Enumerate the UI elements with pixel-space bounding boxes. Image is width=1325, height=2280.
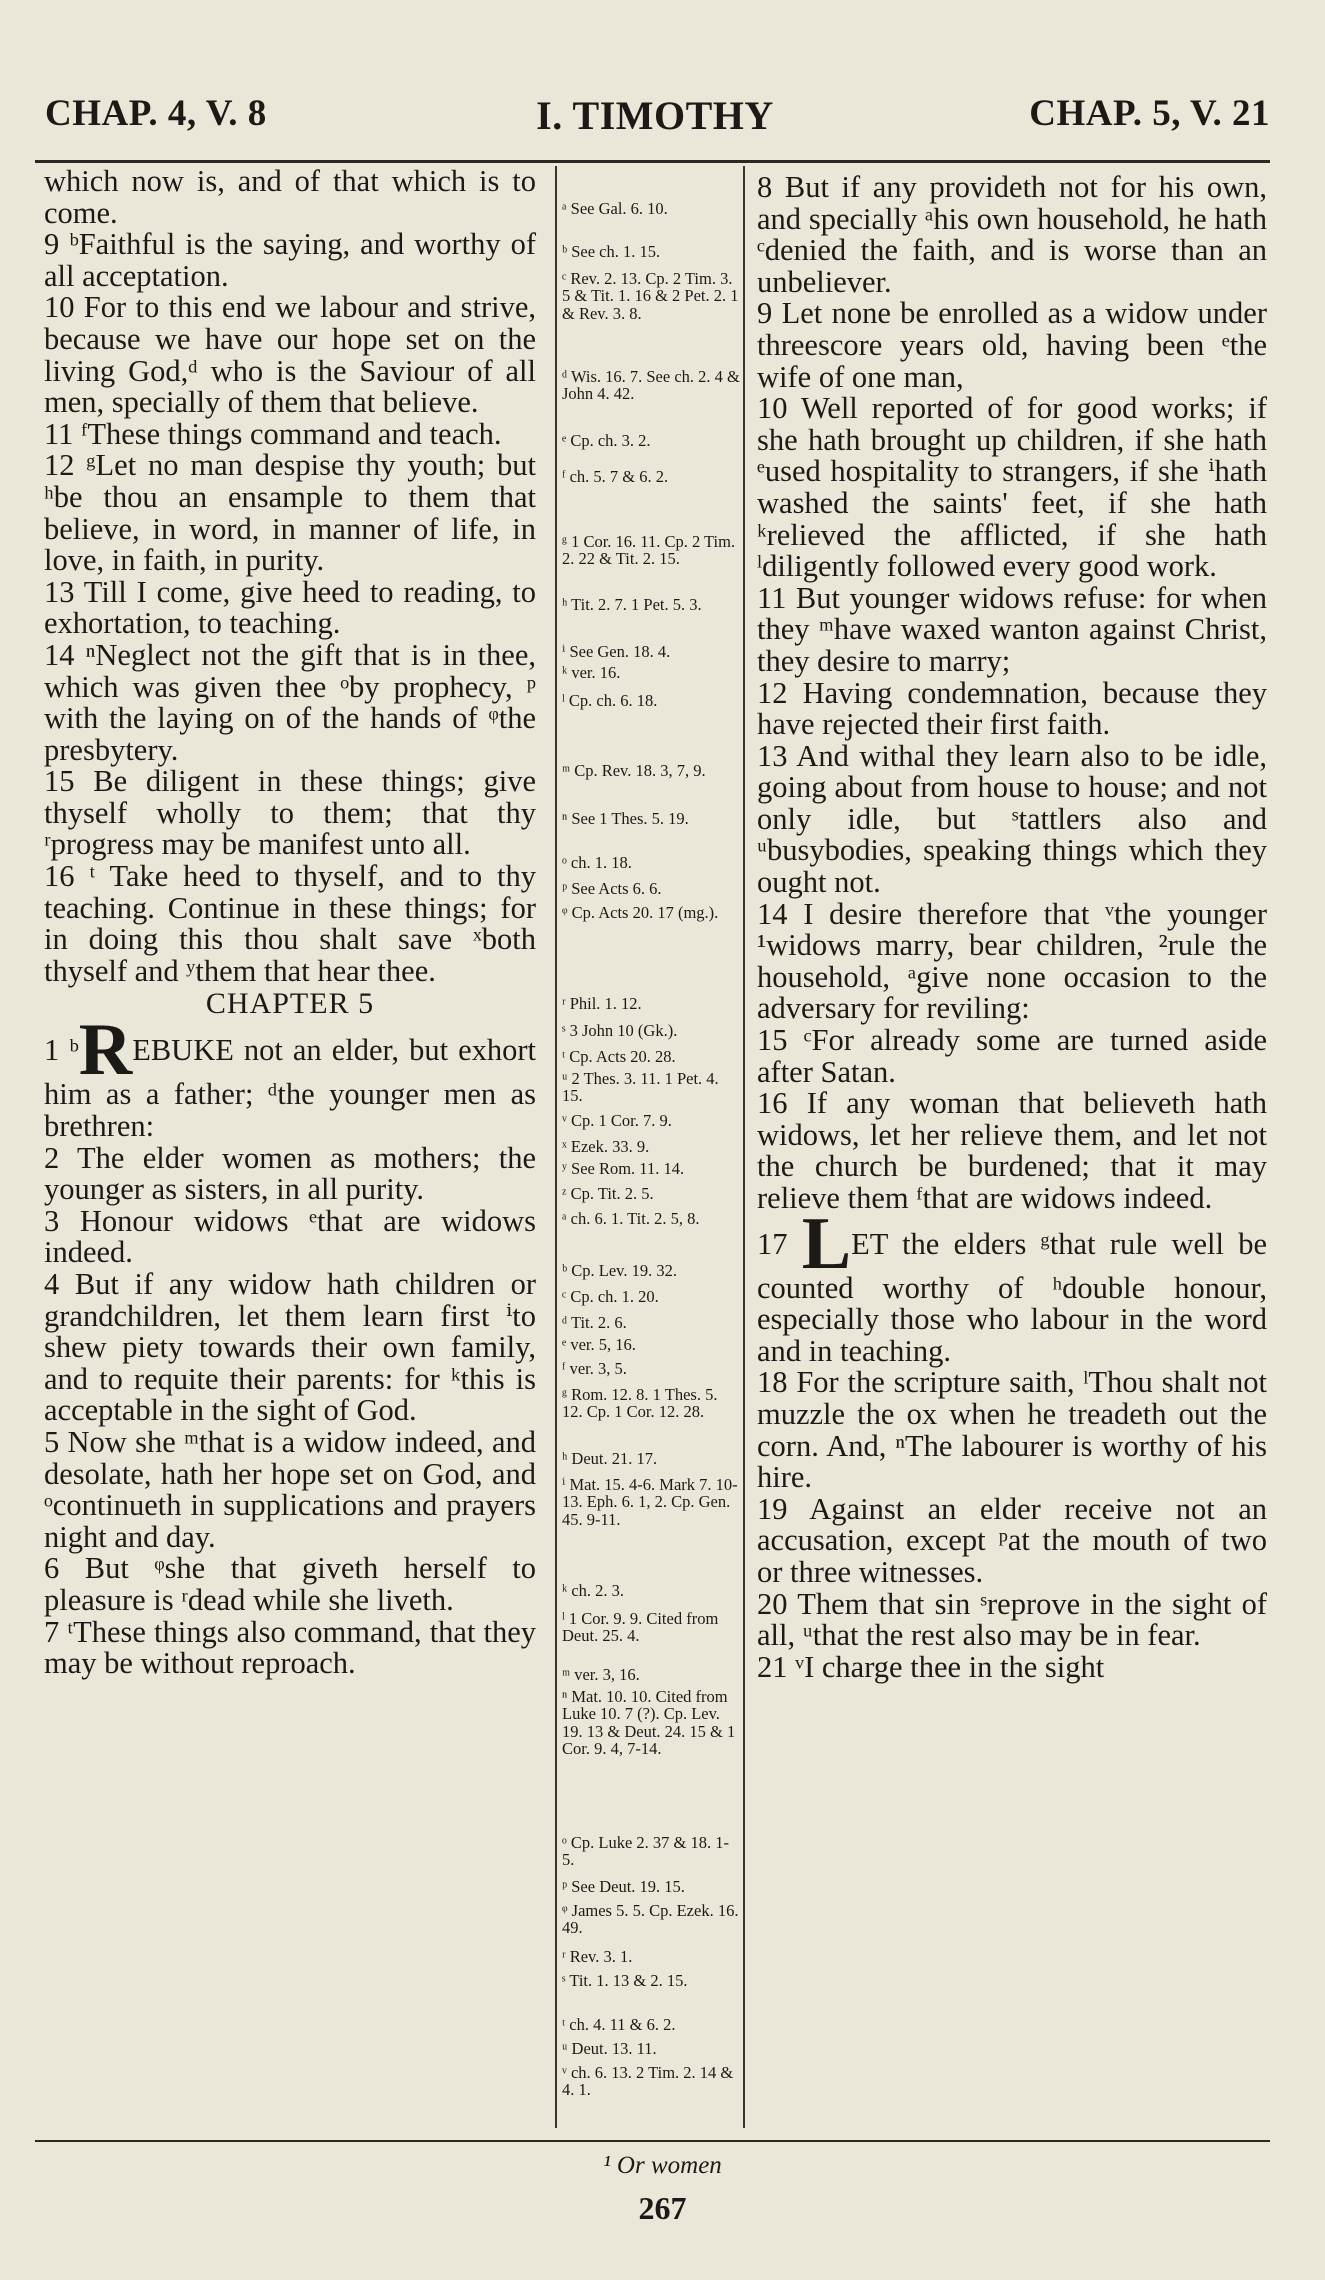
- verse: 7 ᵗThese things also command, that they may be without reproach.: [44, 1614, 536, 1681]
- verse-text: EBUKE not an elder, but exhort him as a father; ᵈthe younger men as brethren:: [44, 1033, 536, 1144]
- cross-reference: ⁿ See 1 Thes. 5. 19.: [562, 809, 689, 828]
- chapter-heading: CHAPTER 5: [205, 987, 375, 1021]
- cross-reference: ᵃ ch. 6. 1. Tit. 2. 5, 8.: [562, 1209, 700, 1228]
- cross-reference: ᵗ Cp. Acts 20. 28.: [562, 1047, 676, 1066]
- cross-reference: ᵖ See Acts 6. 6.: [562, 879, 662, 898]
- column-divider-right: [743, 166, 745, 2128]
- cross-reference: ᵛ ch. 6. 13. 2 Tim. 2. 14 & 4. 1.: [562, 2063, 734, 2100]
- verse: 14 ⁿNeglect not the gift that is in thee, which was given thee ᵒby prophecy, ᵖ with the laying on of the hands of ᵠthe presbytery.: [44, 637, 536, 767]
- cross-reference: ᵘ Deut. 13. 11.: [562, 2039, 657, 2058]
- cross-reference: ˢ 3 John 10 (Gk.).: [562, 1021, 678, 1040]
- verse: 15 ᶜFor already some are turned aside after Satan.: [757, 1023, 1267, 1089]
- cross-reference: ᶠ ch. 5. 7 & 6. 2.: [562, 467, 669, 486]
- page-number: 267: [638, 2190, 687, 2226]
- cross-reference: ⁿ Mat. 10. 10. Cited from Luke 10. 7 (?). Cp. Lev. 19. 13 & Deut. 24. 15 & 1 Cor. 9. 4, 7-14.: [562, 1687, 736, 1759]
- verse: 11 ᶠThese things command and teach.: [44, 416, 502, 451]
- header-chapter-start: CHAP. 4, V. 8: [45, 93, 267, 134]
- cross-reference: ᵉ Cp. ch. 3. 2.: [562, 431, 651, 450]
- cross-reference: ᶜ Rev. 2. 13. Cp. 2 Tim. 3. 5 & Tit. 1. 16 & 2 Pet. 2. 1 & Rev. 3. 8.: [562, 269, 739, 323]
- cross-reference: ᵛ Cp. 1 Cor. 7. 9.: [562, 1111, 672, 1130]
- footer-rule: [35, 2140, 1270, 2142]
- cross-reference: ᵐ Cp. Rev. 18. 3, 7, 9.: [562, 761, 706, 780]
- drop-cap: R: [78, 1009, 133, 1092]
- verse: 3 Honour widows ᵉthat are widows indeed.: [44, 1203, 536, 1270]
- verse: 13 Till I come, give heed to reading, to exhortation, to teaching.: [44, 574, 536, 641]
- cross-reference: ᵈ Tit. 2. 6.: [562, 1313, 627, 1332]
- cross-reference: ʸ See Rom. 11. 14.: [562, 1159, 685, 1178]
- cross-reference: ᵏ ver. 16.: [562, 663, 621, 682]
- cross-reference: ᵇ See ch. 1. 15.: [562, 242, 661, 261]
- verse: 8 But if any provideth not for his own, and specially ᵃhis own household, he hath ᶜdenied the faith, and is worse than an unbeliever.: [757, 170, 1267, 299]
- verse: 16 If any woman that believeth hath widows, let her relieve them, and let not the church be burdened; that it may relieve them ᶠthat are widows indeed.: [757, 1086, 1267, 1215]
- header-book-title: I. TIMOTHY: [536, 93, 774, 138]
- cross-reference: ᵉ ver. 5, 16.: [562, 1335, 636, 1354]
- verse-with-dropcap: [44, 1009, 536, 1144]
- cross-reference: ᵏ ch. 2. 3.: [562, 1581, 625, 1600]
- cross-reference: ʳ Phil. 1. 12.: [562, 994, 642, 1013]
- verse: 16 ᵗ Take heed to thyself, and to thy teaching. Continue in these things; for in doing this thou shalt save ˣboth thyself and ʸthem that hear thee.: [44, 859, 536, 988]
- verse: 4 But if any widow hath children or grandchildren, let them learn first ⁱto shew piety towards their own family, and to requite their parents: for ᵏthis is acceptable in the sight of God.: [44, 1267, 536, 1428]
- cross-reference: ᶜ Cp. ch. 1. 20.: [562, 1287, 659, 1306]
- cross-reference: ˣ Ezek. 33. 9.: [562, 1137, 650, 1156]
- cross-reference: ᵃ See Gal. 6. 10.: [562, 199, 668, 218]
- verse: 5 Now she ᵐthat is a widow indeed, and desolate, hath her hope set on God, and ᵒcontinueth in supplications and prayers night and day.: [44, 1424, 536, 1554]
- verse: 21 ᵛI charge thee in the sight: [757, 1649, 1105, 1684]
- verse: 20 Them that sin ˢreprove in the sight of all, ᵘthat the rest also may be in fear.: [757, 1586, 1267, 1653]
- header-chapter-end: CHAP. 5, V. 21: [1029, 93, 1270, 134]
- cross-reference: ᵠ Cp. Acts 20. 17 (mg.).: [562, 903, 719, 922]
- cross-reference: ᵍ Rom. 12. 8. 1 Thes. 5. 12. Cp. 1 Cor. 12. 28.: [562, 1385, 718, 1422]
- cross-reference: ⁱ Mat. 15. 4-6. Mark 7. 10-13. Eph. 6. 1, 2. Cp. Gen. 45. 9-11.: [562, 1475, 738, 1529]
- cross-reference: ᶠ ver. 3, 5.: [562, 1359, 627, 1378]
- verse: 14 I desire therefore that ᵛthe younger ¹widows marry, bear children, ²rule the household, ᵃgive none occasion to the adversary for reviling:: [757, 896, 1267, 1026]
- cross-reference: ᵠ James 5. 5. Cp. Ezek. 16. 49.: [562, 1901, 739, 1938]
- verse: 13 And withal they learn also to be idle, going about from house to house; and not only idle, but ˢtattlers also and ᵘbusybodies, speaking things which they ought not.: [757, 738, 1267, 900]
- verse: 12 Having condemnation, because they have rejected their first faith.: [757, 675, 1267, 742]
- cross-reference: ʰ Deut. 21. 17.: [562, 1449, 658, 1468]
- cross-reference: ⁱ See Gen. 18. 4.: [562, 642, 671, 661]
- verse: 9 Let none be enrolled as a widow under threescore years old, having been ᵉthe wife of one man,: [757, 296, 1267, 394]
- cross-reference: ˡ 1 Cor. 9. 9. Cited from Deut. 25. 4.: [562, 1609, 719, 1646]
- verse: 10 For to this end we labour and strive, because we have our hope set on the living God,ᵈ who is the Saviour of all men, specially of them that believe.: [44, 290, 536, 420]
- verse: 12 ᵍLet no man despise thy youth; but ʰbe thou an ensample to them that believe, in word, in manner of life, in love, in faith, in purity.: [44, 448, 536, 578]
- cross-reference: ˡ Cp. ch. 6. 18.: [562, 691, 658, 710]
- verse-text: ET the elders ᵍthat rule well be counted worthy of ʰdouble honour, especially those who labour in the word and in teaching.: [757, 1226, 1268, 1368]
- verse: 15 Be diligent in these things; give thyself wholly to them; that thy ʳprogress may be manifest unto all.: [44, 764, 536, 862]
- cross-reference: ᵐ ver. 3, 16.: [562, 1665, 640, 1684]
- drop-cap: L: [801, 1202, 852, 1285]
- column-divider-left: [555, 166, 557, 2128]
- cross-reference: ᵒ ch. 1. 18.: [562, 853, 632, 872]
- verse: 6 But ᵠshe that giveth herself to pleasure is ʳdead while she liveth.: [44, 1551, 536, 1617]
- verse: 10 Well reported of for good works; if she hath brought up children, if she hath ᵉused hospitality to strangers, if she ⁱhath washed the saints' feet, if she hath ᵏrelieved the afflicted, if she hath ˡdiligently followed every good work.: [757, 391, 1267, 584]
- cross-reference: ᵗ ch. 4. 11 & 6. 2.: [562, 2015, 676, 2034]
- cross-reference: ᵖ See Deut. 19. 15.: [562, 1877, 685, 1896]
- main-text-column: [44, 166, 536, 1680]
- cross-reference: ᶻ Cp. Tit. 2. 5.: [562, 1184, 654, 1203]
- cross-reference: ʰ Tit. 2. 7. 1 Pet. 5. 3.: [562, 595, 702, 614]
- right-text-column: [757, 172, 1267, 1683]
- verse: 9 ᵇFaithful is the saying, and worthy of all acceptation.: [44, 227, 536, 293]
- verse: 19 Against an elder receive not an accusation, except ᵖat the mouth of two or three witnesses.: [757, 1491, 1267, 1589]
- verse-number: 17: [757, 1226, 802, 1261]
- verse: which now is, and of that which is to come.: [44, 164, 536, 230]
- cross-reference: ʳ Rev. 3. 1.: [562, 1947, 633, 1966]
- cross-reference: ᵇ Cp. Lev. 19. 32.: [562, 1261, 677, 1280]
- cross-reference: ᵈ Wis. 16. 7. See ch. 2. 4 & John 4. 42.: [562, 367, 740, 404]
- verse: 18 For the scripture saith, ˡThou shalt not muzzle the ox when he treadeth out the corn. And, ⁿThe labourer is worthy of his hire.: [757, 1365, 1267, 1495]
- running-header: [40, 92, 1270, 152]
- cross-reference: ᵒ Cp. Luke 2. 37 & 18. 1-5.: [562, 1833, 729, 1870]
- verse: 11 But younger widows refuse: for when they ᵐhave waxed wanton against Christ, they desire to marry;: [757, 580, 1267, 678]
- header-rule: [35, 160, 1270, 163]
- cross-reference: ᵘ 2 Thes. 3. 11. 1 Pet. 4. 15.: [562, 1069, 719, 1106]
- verse-with-dropcap: [757, 1202, 1268, 1368]
- footnote: ¹ Or women: [603, 2152, 722, 2179]
- cross-reference: ᵍ 1 Cor. 16. 11. Cp. 2 Tim. 2. 22 & Tit. 2. 15.: [562, 532, 736, 569]
- verse-number: 1 ᵇ: [44, 1033, 79, 1068]
- cross-reference: ˢ Tit. 1. 13 & 2. 15.: [562, 1971, 688, 1990]
- verse: 2 The elder women as mothers; the younger as sisters, in all purity.: [44, 1140, 536, 1207]
